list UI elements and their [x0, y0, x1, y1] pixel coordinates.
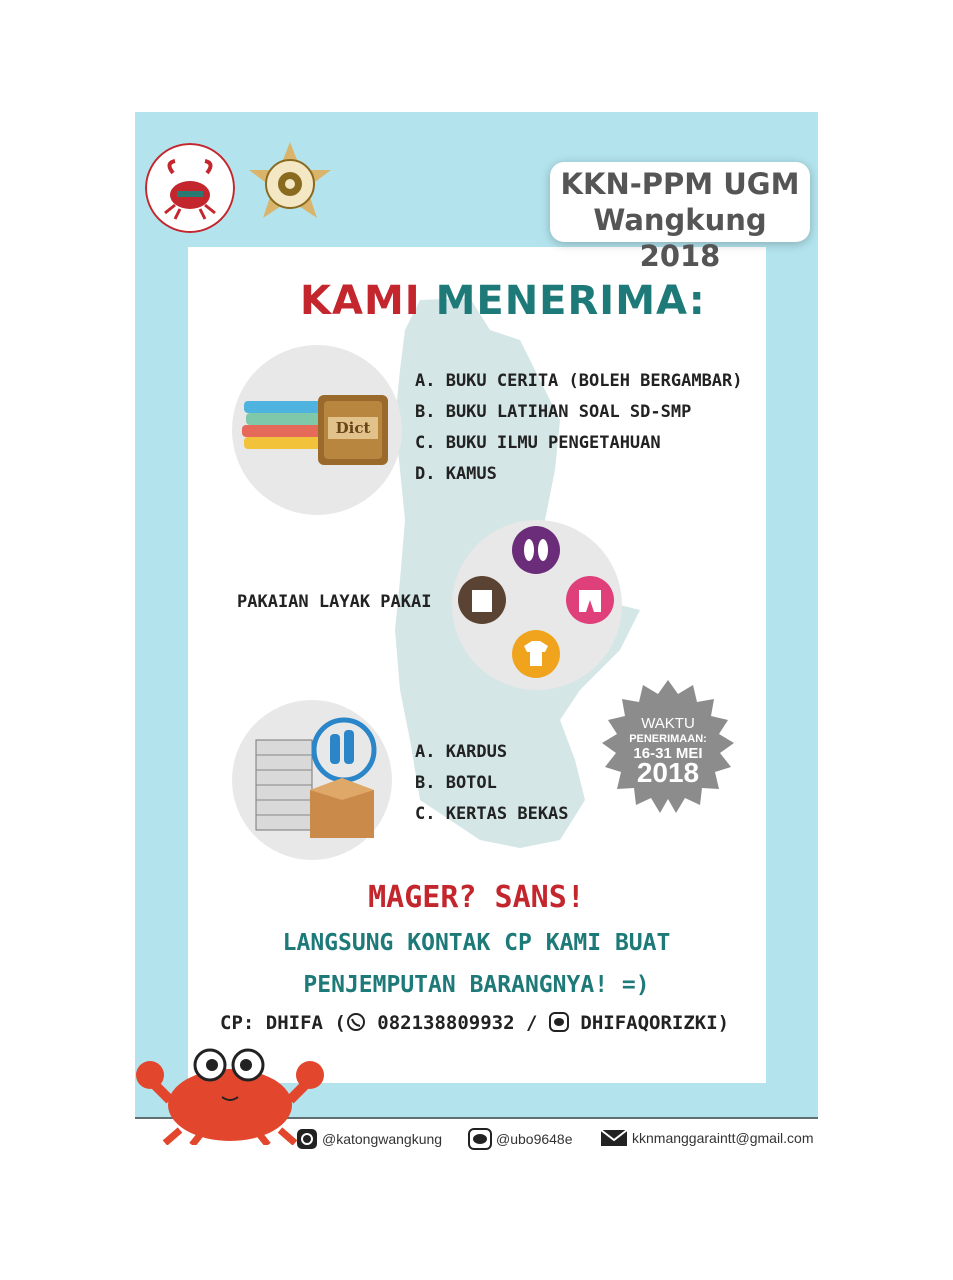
sweater-icon	[458, 576, 506, 624]
email-address: kknmanggaraintt@gmail.com	[632, 1130, 814, 1146]
shoes-icon	[512, 526, 560, 574]
recyclables-item-b: B. BOTOL	[415, 773, 497, 793]
recyclables-item-a: A. KARDUS	[415, 742, 508, 762]
contact-phone: 082138809932	[377, 1012, 515, 1034]
badge-line-1: WAKTU	[641, 715, 695, 732]
cardboard-box-icon	[310, 778, 374, 838]
mager-text: MAGER? SANS!	[368, 880, 585, 915]
title-box	[550, 162, 810, 273]
line-app-icon	[468, 1128, 492, 1150]
cta-line-2: PENJEMPUTAN BARANGNYA! =)	[303, 972, 650, 998]
cta-line-1: LANGSUNG KONTAK CP KAMI BUAT	[282, 930, 671, 956]
books-item-a: A. BUKU CERITA (BOLEH BERGAMBAR)	[415, 371, 743, 391]
books-item-d: D. KAMUS	[415, 464, 497, 484]
clothes-circle	[452, 520, 622, 690]
contact-person	[220, 1012, 729, 1034]
books-item-c: C. BUKU ILMU PENGETAHUAN	[415, 433, 661, 453]
badge-line-3: 16-31 MEI	[633, 745, 703, 762]
shirt-icon	[512, 630, 560, 678]
heading-word-2: MENERIMA:	[435, 278, 706, 324]
paper-stack-icon	[256, 740, 312, 830]
badge-line-2: PENERIMAAN:	[629, 733, 707, 745]
title-line-1: KKN-PPM UGM	[560, 167, 800, 201]
main-heading	[300, 278, 706, 324]
instagram-icon	[296, 1128, 318, 1150]
social-instagram	[296, 1128, 442, 1150]
line-icon	[549, 1012, 569, 1032]
pants-icon	[566, 576, 614, 624]
books-list	[415, 366, 743, 490]
social-email	[600, 1128, 814, 1148]
crab-logo-icon	[145, 143, 235, 233]
books-circle	[232, 345, 402, 515]
title-line-2: Wangkung 2018	[593, 203, 767, 273]
line-handle: @ubo9648e	[496, 1131, 573, 1147]
contact-line-id: DHIFAQORIZKI)	[580, 1012, 730, 1034]
email-icon	[600, 1128, 628, 1148]
social-line	[468, 1128, 573, 1150]
instagram-handle: @katongwangkung	[322, 1131, 443, 1147]
collection-period-badge	[598, 680, 738, 820]
recyclables-list	[415, 737, 569, 830]
contact-prefix: CP: DHIFA (	[220, 1012, 346, 1034]
bottles-recycle-icon	[314, 720, 374, 780]
books-icon	[232, 345, 402, 515]
contact-separator: /	[526, 1012, 538, 1034]
clothes-label: PAKAIAN LAYAK PAKAI	[237, 592, 432, 612]
ugm-logo-icon	[245, 140, 335, 235]
books-item-b: B. BUKU LATIHAN SOAL SD-SMP	[415, 402, 692, 422]
recyclables-circle	[232, 700, 392, 860]
dict-label: Dict	[335, 419, 371, 437]
heading-word-1: KAMI	[300, 278, 421, 324]
recyclables-item-c: C. KERTAS BEKAS	[415, 804, 569, 824]
whatsapp-icon	[346, 1012, 366, 1032]
badge-line-4: 2018	[636, 757, 700, 788]
